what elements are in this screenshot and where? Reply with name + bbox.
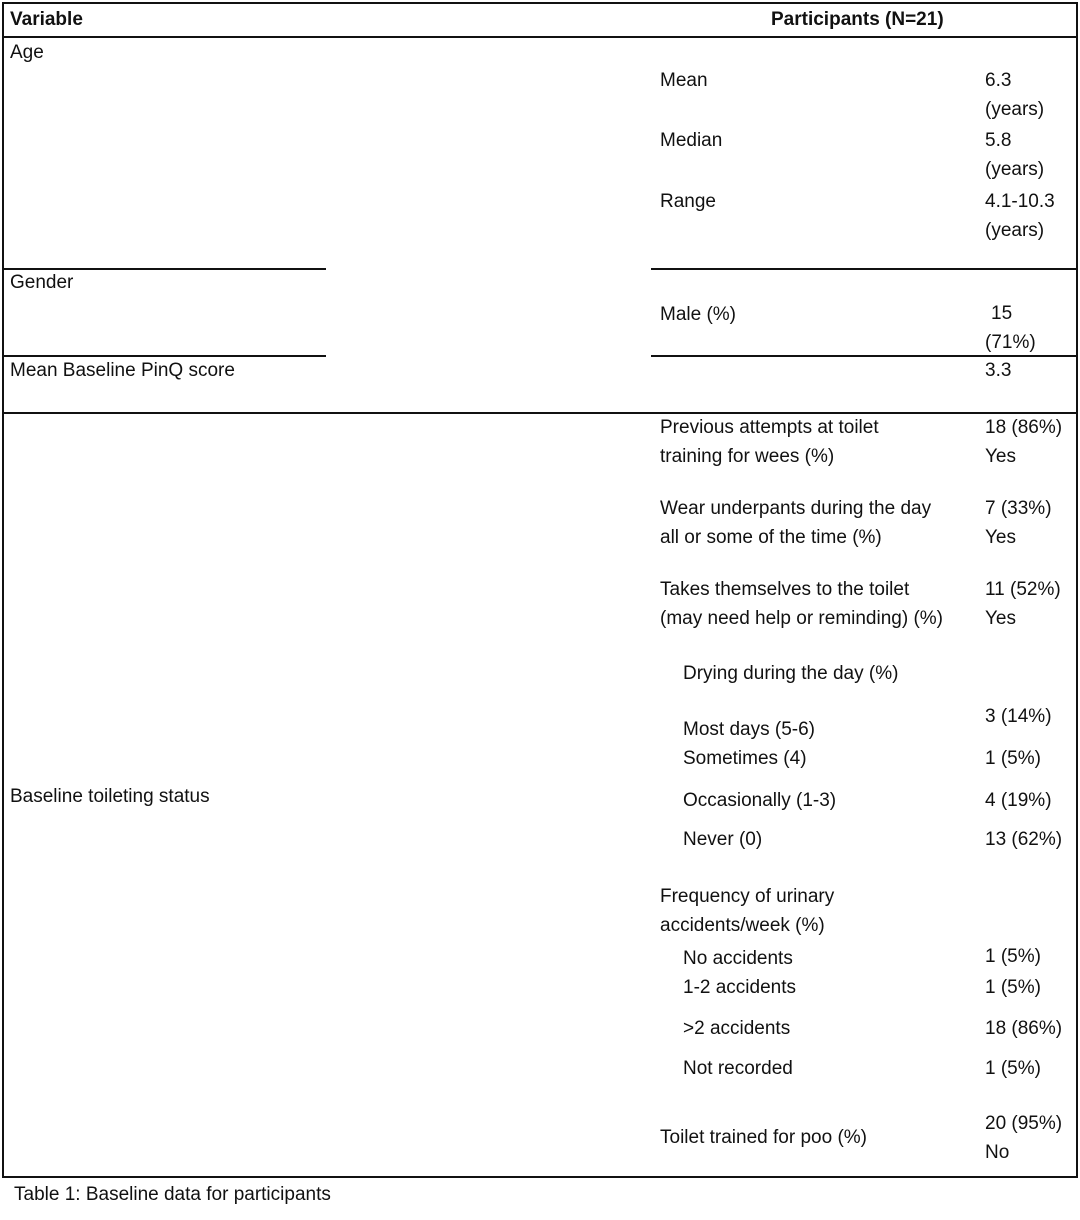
header-rule (2, 36, 1078, 38)
accidents-over-2-label: >2 accidents (683, 1018, 791, 1039)
drying-never-value: 13 (62%) (985, 829, 1063, 850)
gender-label: Gender (10, 272, 74, 293)
drying-most-value: 3 (14%) (985, 706, 1052, 727)
table-caption: Table 1: Baseline data for participants (14, 1184, 331, 1205)
baseline-table (2, 2, 1078, 1178)
age-median-value: 5.8 (985, 130, 1012, 151)
prev-attempts-value: 18 (86%) (985, 417, 1063, 438)
age-range-value: 4.1-10.3 (985, 191, 1055, 212)
toileting-label: Baseline toileting status (10, 786, 210, 807)
takes-self-answer: Yes (985, 608, 1016, 629)
drying-most-label: Most days (5-6) (683, 719, 815, 740)
age-median-label: Median (660, 130, 723, 151)
underpants-value: 7 (33%) (985, 498, 1052, 519)
age-median-unit: (years) (985, 159, 1045, 180)
drying-sometimes-label: Sometimes (4) (683, 748, 807, 769)
takes-self-label-2: (may need help or reminding) (%) (660, 608, 944, 629)
header-participants: Participants (N=21) (771, 9, 944, 30)
prev-attempts-label-2: training for wees (%) (660, 446, 835, 467)
not-recorded-value: 1 (5%) (985, 1058, 1041, 1079)
gender-male-label: Male (%) (660, 304, 737, 325)
drying-occasionally-label: Occasionally (1-3) (683, 790, 837, 811)
age-range-label: Range (660, 191, 716, 212)
age-label: Age (10, 42, 44, 63)
drying-never-label: Never (0) (683, 829, 763, 850)
drying-sometimes-value: 1 (5%) (985, 748, 1041, 769)
age-mean-unit: (years) (985, 99, 1045, 120)
age-rule-right (651, 268, 1078, 270)
accidents-over-2-value: 18 (86%) (985, 1018, 1063, 1039)
pinq-rule (2, 412, 1078, 414)
prev-attempts-answer: Yes (985, 446, 1016, 467)
gender-male-percent: (71%) (985, 332, 1036, 353)
age-mean-value: 6.3 (985, 70, 1012, 91)
header-variable: Variable (10, 9, 83, 30)
underpants-label-1: Wear underpants during the day (660, 498, 932, 519)
no-accidents-label: No accidents (683, 948, 793, 969)
underpants-answer: Yes (985, 527, 1016, 548)
no-accidents-value: 1 (5%) (985, 946, 1041, 967)
accidents-1-2-label: 1-2 accidents (683, 977, 797, 998)
drying-label: Drying during the day (%) (683, 663, 899, 684)
prev-attempts-label-1: Previous attempts at toilet (660, 417, 879, 438)
age-range-unit: (years) (985, 220, 1045, 241)
poo-value: 20 (95%) (985, 1113, 1063, 1134)
pinq-value: 3.3 (985, 360, 1012, 381)
accidents-1-2-value: 1 (5%) (985, 977, 1041, 998)
underpants-label-2: all or some of the time (%) (660, 527, 882, 548)
age-mean-label: Mean (660, 70, 708, 91)
not-recorded-label: Not recorded (683, 1058, 793, 1079)
takes-self-label-1: Takes themselves to the toilet (660, 579, 910, 600)
drying-occasionally-value: 4 (19%) (985, 790, 1052, 811)
frequency-label-1: Frequency of urinary (660, 886, 835, 907)
gender-male-value: 15 (991, 303, 1013, 324)
frequency-label-2: accidents/week (%) (660, 915, 825, 936)
pinq-label: Mean Baseline PinQ score (10, 360, 235, 381)
takes-self-value: 11 (52%) (985, 579, 1061, 600)
poo-answer: No (985, 1142, 1010, 1163)
poo-label: Toilet trained for poo (%) (660, 1127, 867, 1148)
